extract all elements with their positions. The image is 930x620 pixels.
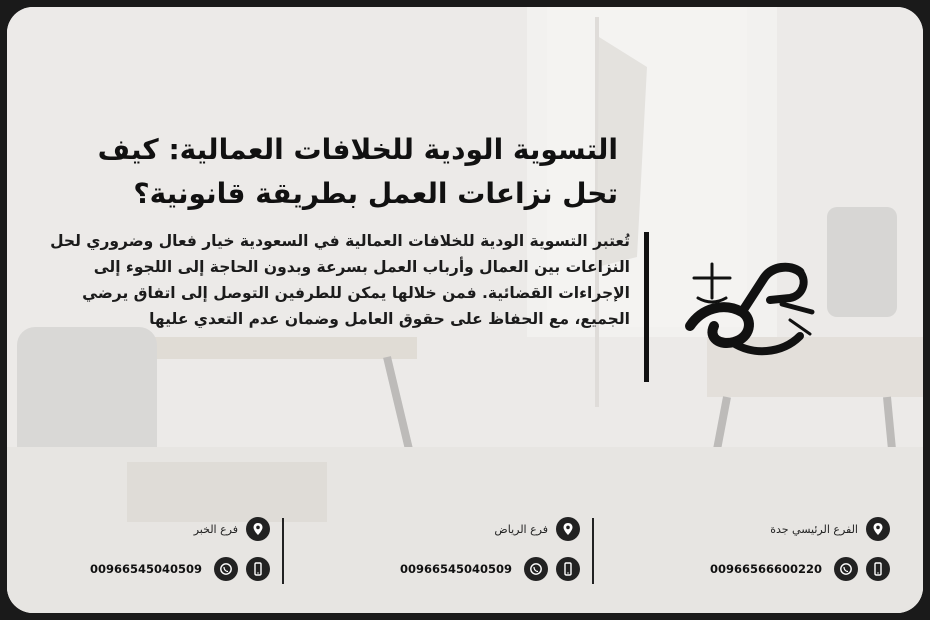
location-pin-icon [556,517,580,541]
calligraphy-logo [672,238,822,368]
branch-phone[interactable]: 00966545040509 [89,562,202,576]
article-title: التسوية الودية للخلافات العمالية: كيف تحل نزاعات العمل بطريقة قانونية؟ [97,133,618,210]
branch-phone[interactable]: 00966566600220 [709,562,822,576]
location-pin-icon [246,517,270,541]
branch-divider [282,518,284,584]
branch-khobar [80,514,270,590]
mobile-phone-icon[interactable] [556,557,580,581]
branch-riyadh [390,514,580,590]
branch-divider [592,518,594,584]
whatsapp-icon[interactable] [214,557,238,581]
branch-jeddah [700,514,890,590]
mobile-phone-icon[interactable] [866,557,890,581]
vertical-divider [644,232,649,382]
branch-name: فرع الخبر [193,522,238,536]
whatsapp-icon[interactable] [834,557,858,581]
branch-name: فرع الرياض [494,522,548,536]
branch-name: الفرع الرئيسي جدة [770,522,858,536]
article-summary: تُعتبر التسوية الودية للخلافات العمالية في السعودية خيار فعال وضروري لحل النزاعات بين العمال وأرباب العمل بسرعة وبدون الحاجة إلى اللجوء إلى الإجراءات القضائية. فمن خلالها يمكن للطرفين التوصل إلى اتفاق يرضي الجميع، مع الحفاظ على حقوق العامل وضمان عدم التعدي عليها [50,232,630,328]
whatsapp-icon[interactable] [524,557,548,581]
mobile-phone-icon[interactable] [246,557,270,581]
branch-phone[interactable]: 00966545040509 [399,562,512,576]
location-pin-icon [866,517,890,541]
